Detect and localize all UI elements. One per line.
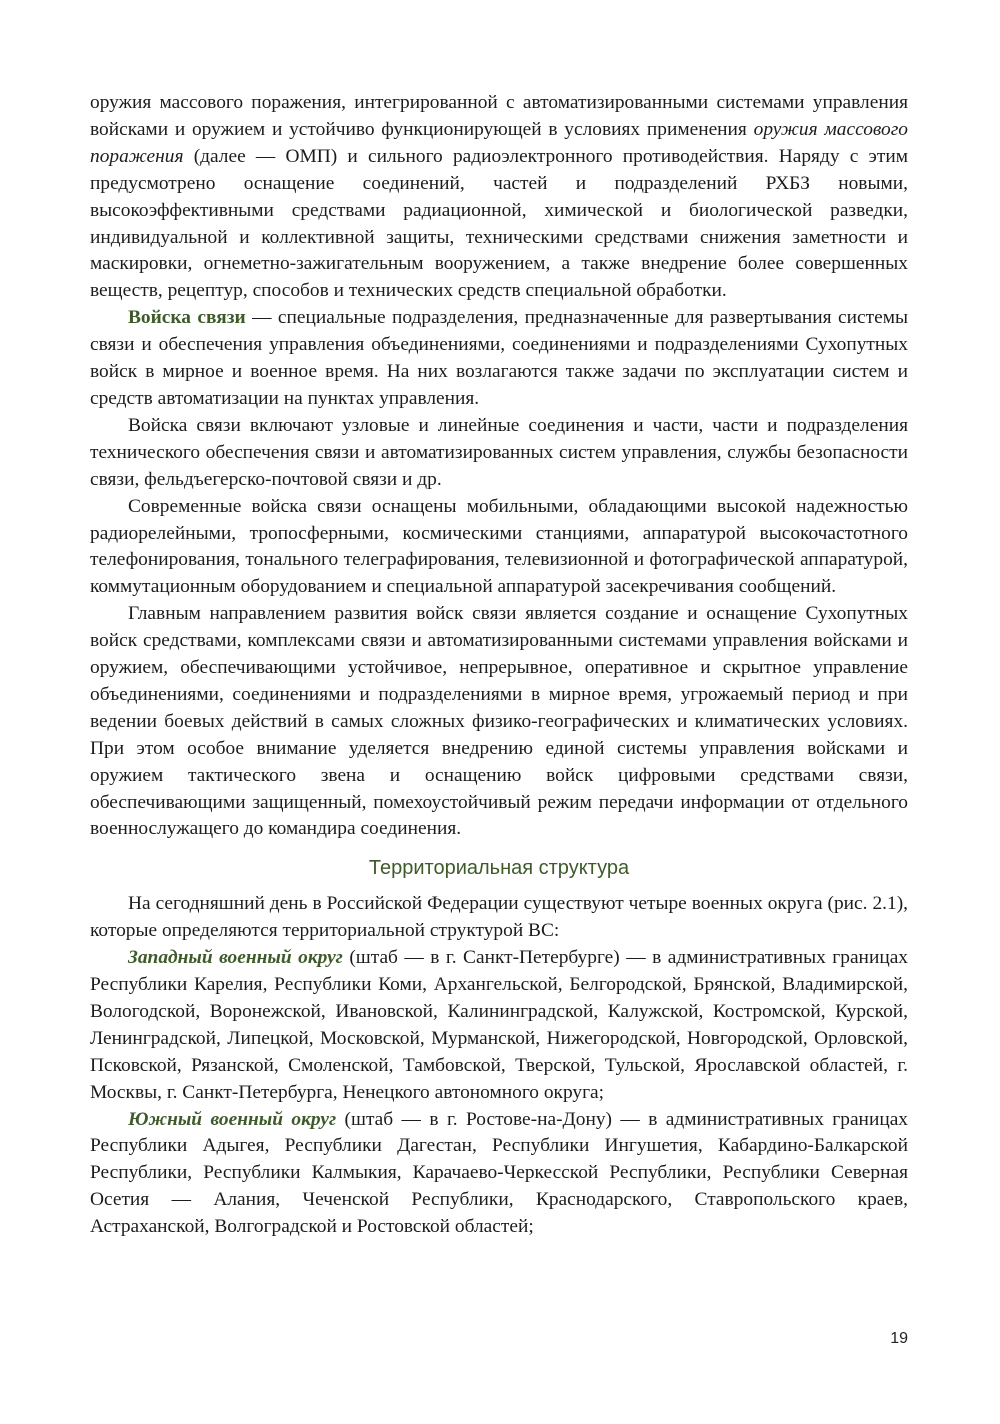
page-body <box>90 90 908 1241</box>
paragraph-signal-composition: Войска связи включают узловые и линейные соединения и части, части и подразделения технического обеспечения связи и автоматизированных систем управления, службы безопасности связи, фельдъегерско-почтовой связи и др. <box>90 414 908 490</box>
term-signal-troops: Войска связи <box>128 307 246 329</box>
term-omp: оружия массового поражения <box>90 118 909 167</box>
page-number: 19 <box>890 1330 908 1347</box>
section-heading: Территориальная структура <box>368 857 630 880</box>
paragraph-signal-development: Главным направлением развития войск связи является создание и оснащение Сухопутных войск средствами, комплексами связи и автоматизированными системами управления войсками и оружием, обеспечивающими устойчивое, непрерывное, оперативное и скрытное управление объединениями, соединениями и подразделениями в мирное время, угрожаемый период и при ведении боевых действий в самых сложных физико-географических и климатических условиях. При этом особое внимание уделяется внедрению единой системы управления войсками и оружием тактического звена и оснащению войск цифровыми средствами связи, обеспечивающими защищенный, помехоустойчивый режим передачи информации от отдельного военнослужащего до командира соединения. <box>90 603 908 840</box>
paragraph-signal-equipment: Современные войска связи оснащены мобильными, обладающими высокой надежностью радиорелейными, тропосферными, космическими станциями, аппаратурой высокочастотного телефонирования, тонального телеграфирования, телевизионной и фотографической аппаратурой, коммутационным оборудованием и специальной аппаратурой засекречивания сообщений. <box>90 495 908 598</box>
paragraph-southern-district: Южный военный округ (штаб — в г. Ростове-на-Дону) — в административных границах Республики Адыгея, Республики Дагестан, Республики Ингушетия, Кабардино-Балкарской Республики, Республики Калмыкия, Карачаево-Черкесской Республики, Республики Северная Осетия — Алания, Чеченской Республики, Краснодарского, Ставропольского краев, Астраханской, Волгоградской и Ростовской областей; <box>90 1108 908 1238</box>
term-western-district: Западный военный округ <box>128 947 343 969</box>
paragraph-omp: оружия массового поражения, интегрированной с автоматизированными системами управления войсками и оружием и устойчиво функционирующей в условиях применения оружия массового поражения (далее — ОМП) и сильного радиоэлектронного противодействия. Наряду с этим предусмотрено оснащение соединений, частей и подразделений РХБЗ новыми, высокоэффективными средствами радиационной, химической и биологической разведки, индивидуальной и коллективной защиты, техническими средствами снижения заметности и маскировки, огнеметно-зажигательным вооружением, а также внедрение более совершенных веществ, рецептур, способов и технических средств специальной обработки. <box>90 92 909 302</box>
paragraph-signal-troops: Войска связи — специальные подразделения, предназначенные для развертывания системы связи и обеспечения управления объединениями, соединениями и подразделениями Сухопутных войск в мирное и военное время. На них возлагаются также задачи по эксплуатации систем и средств автоматизации на пунктах управления. <box>90 307 908 409</box>
term-southern-district: Южный военный округ <box>128 1108 337 1130</box>
paragraph-western-district: Западный военный округ (штаб — в г. Санкт-Петербурге) — в административных границах Республики Карелия, Республики Коми, Архангельской, Белгородской, Брянской, Владимирской, Вологодской, Воронежской, Ивановской, Калининградской, Калужской, Костромской, Курской, Ленинградской, Липецкой, Московской, Мурманской, Нижегородской, Новгородской, Орловской, Псковской, Рязанской, Смоленской, Тамбовской, Тверской, Тульской, Ярославской областей, г. Москвы, г. Санкт-Петербурга, Ненецкого автономного округа; <box>90 947 908 1103</box>
paragraph-districts-intro: На сегодняшний день в Российской Федерации существуют четыре военных округа (рис. 2.1), которые определяются территориальной структурой ВС: <box>90 893 908 942</box>
